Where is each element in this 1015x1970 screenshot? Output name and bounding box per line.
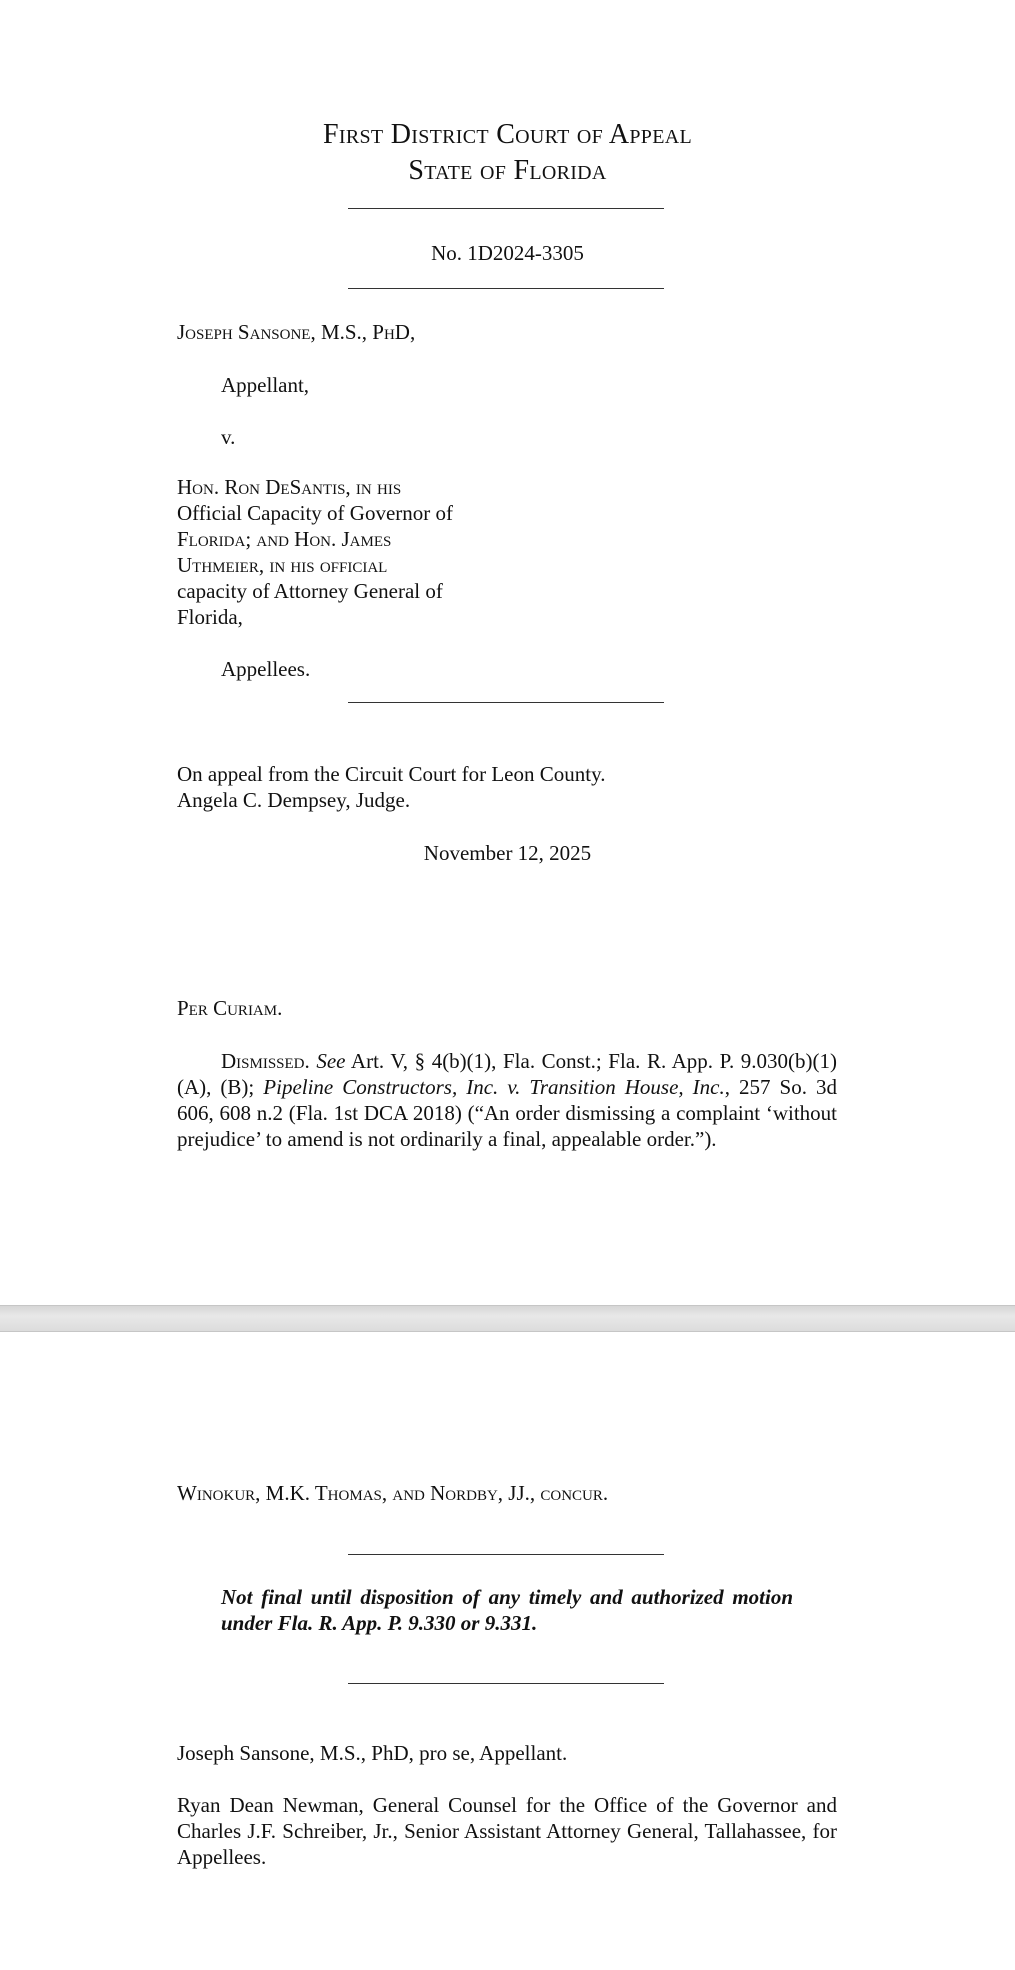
opinion-paragraph <box>177 1048 837 1152</box>
divider <box>348 208 664 209</box>
versus: v. <box>221 425 236 449</box>
court-state: State of Florida <box>408 155 607 186</box>
citation-signal: See <box>316 1049 346 1073</box>
case-number: No. 1D2024-3305 <box>431 241 584 265</box>
appellees-line: Florida, <box>177 605 243 629</box>
counsel-appellees: Ryan Dean Newman, General Counsel for the Office of the Governor and Charles J.F. Schreiber, Jr., Senior Assistant Attorney General, Tallahassee, for Appellees. <box>177 1793 837 1869</box>
origin-judge: Angela C. Dempsey, Judge. <box>177 788 411 812</box>
decision-date: November 12, 2025 <box>423 841 592 865</box>
appellees-role: Appellees. <box>221 657 311 681</box>
appellees-line: capacity of Attorney General of <box>177 579 443 603</box>
appellees-line: Florida; and Hon. James <box>177 527 392 551</box>
per-curiam-heading: Per Curiam. <box>177 996 283 1020</box>
concurrence: Winokur, M.K. Thomas, and Nordby, JJ., concur. <box>177 1481 609 1505</box>
divider <box>348 1554 664 1555</box>
citation-text: Art. V, § 4(b)(1), Fla. Const.; Fla. R. App. P. 9.030(b)(1)(A), (B); <box>177 1049 838 1099</box>
appellant-role: Appellant, <box>221 373 310 397</box>
disposition: Dismissed. <box>221 1049 310 1073</box>
counsel-appellant: Joseph Sansone, M.S., PhD, pro se, Appellant. <box>177 1741 568 1765</box>
case-name: Pipeline Constructors, Inc. v. Transition House, Inc. <box>263 1075 725 1099</box>
appellees-line: Official Capacity of Governor of <box>177 501 454 525</box>
appellees-line: Hon. Ron DeSantis, in his <box>177 475 402 499</box>
divider <box>348 1683 664 1684</box>
citation-text: , 257 So. 3d 606, 608 n.2 (Fla. 1st DCA 2018) (“An order dismissing a complaint ‘without prejudice’ to amend is not ordinarily a final, appealable order.”). <box>177 1075 837 1151</box>
appellees-line: Uthmeier, in his official <box>177 553 388 577</box>
rehearing-notice: Not final until disposition of any timely and authorized motion under Fla. R. App. P. 9.330 or 9.331. <box>221 1585 793 1635</box>
appellant-name: Joseph Sansone, M.S., PhD, <box>177 320 416 344</box>
court-name: First District Court of Appeal <box>323 119 692 150</box>
origin-court: On appeal from the Circuit Court for Leon County. <box>177 762 606 786</box>
divider <box>348 288 664 289</box>
divider <box>348 702 664 703</box>
page-break <box>0 1305 1015 1332</box>
